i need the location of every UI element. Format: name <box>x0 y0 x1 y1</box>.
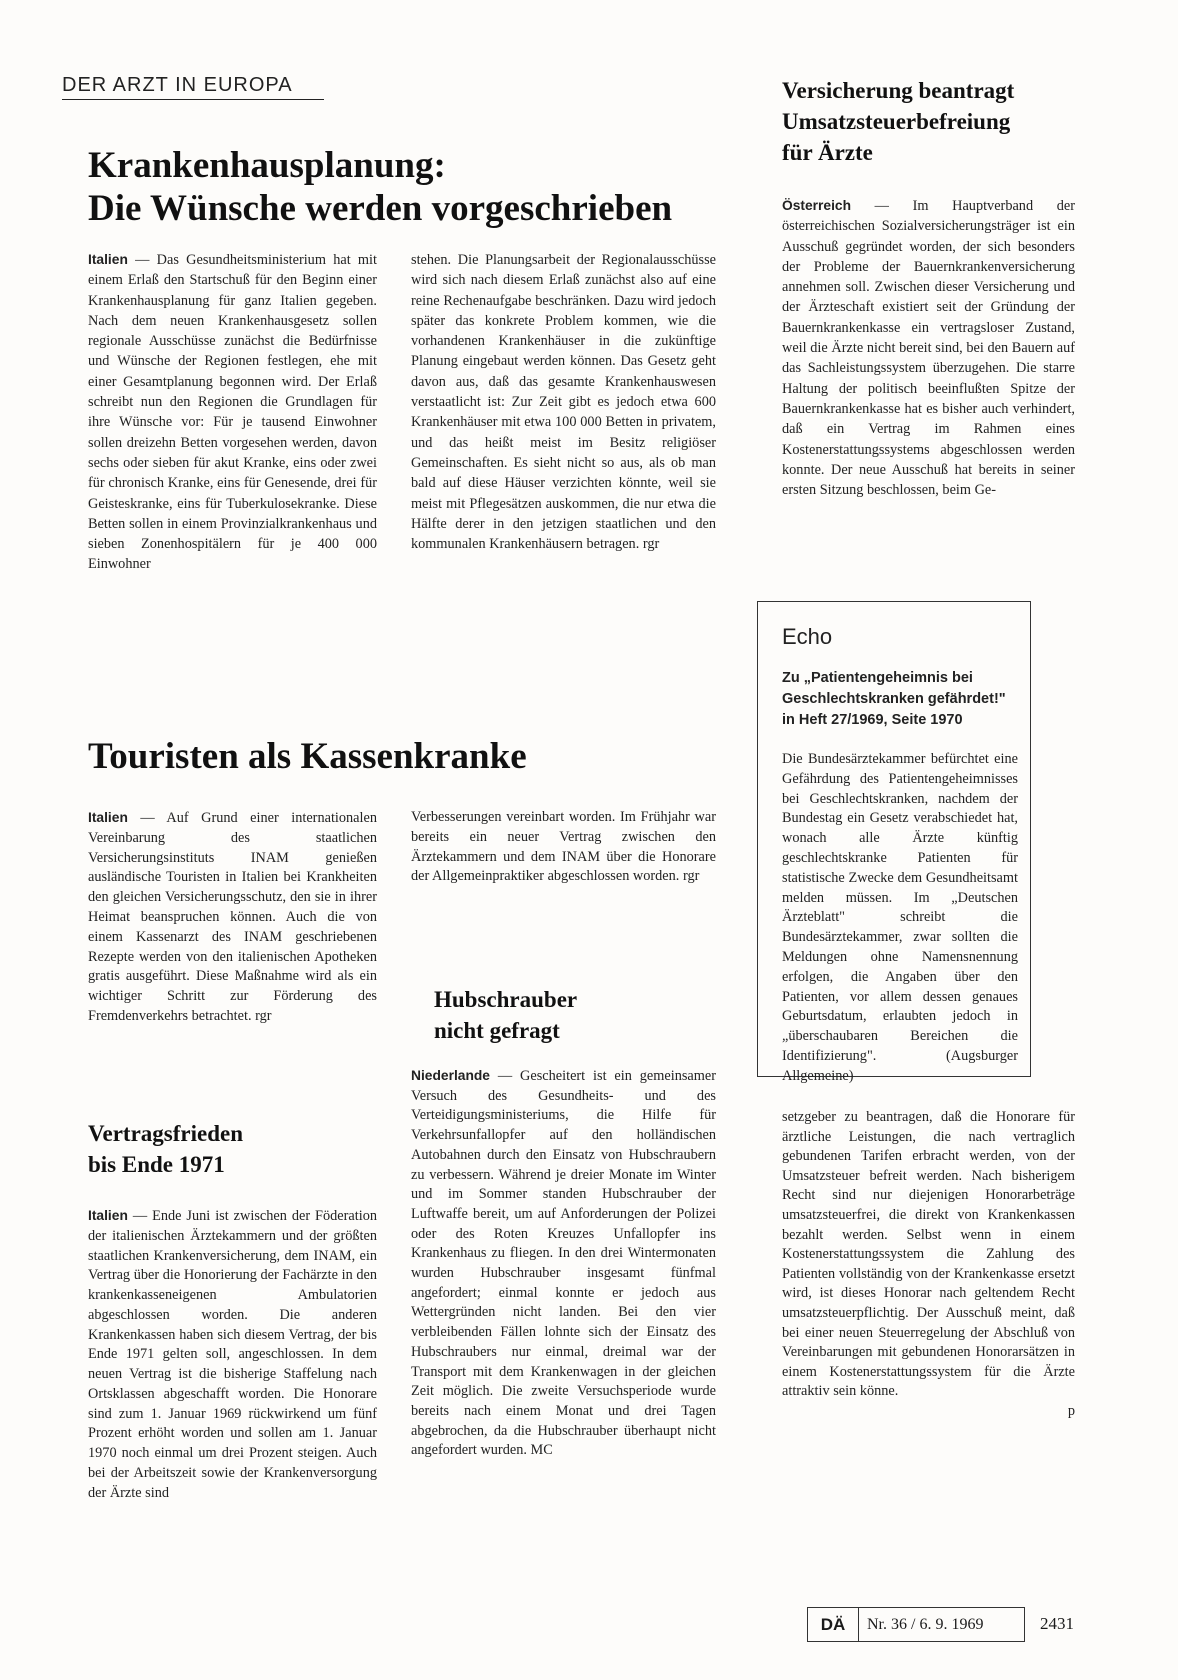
echo-body: Die Bundesärztekammer befürchtet eine Gefährdung des Patientengeheimnisses bei Geschlechtskranken, nachdem der Bundestag ein Gesetz verabschiedet hat, wonach alle Ärzte künftig geschlechtskranke Patienten für statistische Zwecke dem Gesundheitsamt melden müssen. Im „Deutschen Ärzteblatt" schreibt die Bundesärztekammer, zwar sollten die Meldungen ohne Namensnennung erfolgen, die Angaben über den Patienten, vor allem dessen genaues Geburtsdatum, erlaubten jedoch in „überschaubaren Bereichen die Identifizierung". (Augsburger Allgemeine) <box>782 751 1018 1084</box>
article5-title <box>434 984 714 1046</box>
article1-title-line2: Die Wünsche werden vorgeschrieben <box>88 188 673 229</box>
section-label: DER ARZT IN EUROPA <box>62 74 324 100</box>
article1-col1-text: — Das Gesundheitsministerium hat mit einem Erlaß den Startschuß für den Beginn einer Krankenhausplanung für ganz Italien gegeben. Nach dem neuen Krankenhausgesetz sollen regionale Ausschüsse zunächst die Bedürfnisse und Wünsche der Regionen festlegen, ehe mit einer Gesamtplanung begonnen wird. Der Erlaß schreibt nun den Regionen die Grundlagen für ihre Wünsche vor: Für je tausend Einwohner sollen dreizehn Betten vorgesehen werden, davon sechs oder sieben für akut Kranke, eins oder zwei für chronisch Kranke, eins für Genesende, drei für Geisteskranke, eins für Tuberkulosekranke. Diese Betten sollen in einem Provinzialkrankenhaus und sieben Zonenhospitälern für je 400 000 Einwohner <box>88 252 377 573</box>
article2-lead: Österreich <box>782 198 852 213</box>
article4-signature: rgr <box>682 868 700 885</box>
article2-signature: p <box>1067 1402 1075 1419</box>
article2-title <box>782 75 1082 168</box>
article3-title: Touristen als Kassenkranke <box>88 736 527 777</box>
article1-title-line1: Krankenhausplanung: <box>88 145 446 186</box>
article2-column-bottom <box>782 1108 1075 1422</box>
article2-col-top-text: — Im Hauptverband der österreichischen Sozialversicherungsträger ist ein Ausschuß gegründet worden, der sich besonders der Probleme der Bauernkrankenversicherung annehmen soll. Zwischen dieser Versicherung und der Ärzteschaft existiert seit der Gründung der Bauernkrankenkasse ein vertragsloser Zustand, weil die Ärzte nicht bereit sind, bei den Bauern auf das Sachleistungssystem überzugehen. Die starre Haltung der politisch beeinflußten Spitze der Bauernkrankenkasse hat es bisher auch verhindert, daß ein Vertrag im Rahmen eines Kostenerstattungssystems abgeschlossen werden konnte. Der neue Ausschuß hat bereits in seiner ersten Sitzung beschlossen, beim Ge- <box>782 198 1075 499</box>
footer-issue-box <box>807 1607 1025 1642</box>
article4-col1-text: — Ende Juni ist zwischen der Föderation der italienischen Ärztekammern und der größten staatlichen Krankenversicherung, dem INAM, ein Vertrag über die Honorierung der Fachärzte in den krankenkasseneigenen Ambulatorien abgeschlossen worden. Die anderen Krankenkassen haben sich diesem Vertrag, der bis Ende 1971 gelten soll, angeschlossen. In dem neuen Vertrag ist die bisherige Staffelung nach Ortsklassen abgeschafft worden. Die Honorare sind zum 1. Januar 1969 rückwirkend um fünf Prozent erhöht worden und sollen am 1. Januar 1970 noch einmal um drei Prozent steigen. Auch bei der Arbeitszeit sowie der Krankenversorgung der Ärzte sind <box>88 1208 377 1501</box>
article5-col1-text: — Gescheitert ist ein gemeinsamer Versuch des Gesundheits- und des Verteidigungsministeriums, die Hilfe für Verkehrsunfallopfer auf den holländischen Autobahnen durch den Einsatz von Hubschraubern zu verbessern. Während je dreier Monate im Winter und im Sommer standen Hubschrauber der Luftwaffe bereit, um auf Anforderungen der Polizei oder des Roten Kreuzes Unfallopfer ins Krankenhaus zu fliegen. In den drei Wintermonaten wurden Hubschrauber insgesamt fünfmal angefordert; einmal konnte er jedoch aus Wettergründen nicht landen. Bei den vier verbleibenden Fällen lohnte sich der Einsatz des Hubschraubers nur einmal, dreimal war der Transport mit dem Krankenwagen in der gleichen Zeit möglich. Die zweite Versuchsperiode wurde bereits nach einem Monat und drei Tagen abgebrochen, da die Hubschrauber überhaupt nicht angefordert wurden. <box>411 1068 716 1459</box>
article5-lead: Niederlande <box>411 1068 490 1083</box>
echo-box <box>757 601 1031 1084</box>
article5-title-line2: nicht gefragt <box>434 1018 560 1043</box>
article5-title-line1: Hubschrauber <box>434 987 578 1012</box>
article4-column-2 <box>411 808 716 887</box>
article1-title <box>88 144 728 230</box>
article4-lead: Italien <box>88 1208 128 1223</box>
article1-lead: Italien <box>88 252 128 267</box>
journal-logo: DÄ <box>808 1608 859 1641</box>
issue-info: Nr. 36 / 6. 9. 1969 <box>867 1615 984 1633</box>
article4-title-line2: bis Ende 1971 <box>88 1152 225 1177</box>
article2-title-line1: Versicherung beantragt <box>782 78 1015 103</box>
article4-title <box>88 1118 368 1180</box>
article4-title-line1: Vertragsfrieden <box>88 1121 243 1146</box>
article1-signature: rgr <box>642 536 660 553</box>
page-number: 2431 <box>1040 1614 1074 1633</box>
article1-column-1 <box>88 250 377 575</box>
article2-title-line2: Umsatzsteuerbefreiung <box>782 109 1011 134</box>
echo-reference: Zu „Patientengeheimnis bei Geschlechtskranken gefährdet!" in Heft 27/1969, Seite 1970 <box>782 670 1006 728</box>
article5-column-1 <box>411 1066 716 1461</box>
article2-column-top <box>782 196 1075 500</box>
article4-column-1 <box>88 1206 377 1503</box>
article5-signature: MC <box>530 1442 553 1459</box>
article3-col1-text: — Auf Grund einer internationalen Vereinbarung des staatlichen Versicherungsinstituts INAM genießen ausländische Touristen in Italien bei Krankheiten den gleichen Versicherungsschutz, den sie in ihrer Heimat beanspruchen können. Auch die von einem Kassenarzt des INAM geschriebenen Rezepte werden von den italienischen Apotheken gratis ausgeführt. Diese Maßnahme wird als ein wichtiger Schritt zur Förderung des Fremdenverkehrs betrachtet. <box>88 810 377 1024</box>
article3-column-1 <box>88 808 377 1027</box>
article2-col-bottom-text: setzgeber zu beantragen, daß die Honorare für ärztliche Leistungen, die nach vertraglich gebundenen Tarifen erbracht werden, von der Umsatzsteuer befreit werden. Nach bisherigem Recht sind nur diejenigen Honorarbeträge umsatzsteuerfrei, die direkt von Krankenkassen bezahlt werden. Selbst wenn in einem Kostenerstattungssystem die Zahlung des Patienten vollständig von der Krankenkasse ersetzt wird, ist dieses Honorar nach geltendem Recht umsatzsteuerpflichtig. Der Ausschuß meint, daß bei einer neuen Steuerregelung der Abschluß von Vereinbarungen mit gebundenen Honorarsätzen in einem Kostenerstattungssystem für die Ärzte attraktiv sein könne. <box>782 1109 1075 1400</box>
article3-signature: rgr <box>255 1007 272 1024</box>
article1-column-2 <box>411 250 716 554</box>
article2-title-line3: für Ärzte <box>782 140 873 165</box>
echo-title: Echo <box>782 624 833 649</box>
article1-col2-text: stehen. Die Planungsarbeit der Regionalausschüsse wird sich nach diesem Erlaß zunächst also auf eine reine Rechenaufgabe beschränken. Dazu wird jedoch später das konkrete Problem kommen, wie die vorhandenen Krankenhäuser in die zukünftige Planung eingebaut werden können. Das Gesetz geht davon aus, daß das gesamte Krankenhauswesen verstaatlicht ist: Zur Zeit gibt es jedoch etwa 600 Krankenhäuser mit etwa 100 000 Betten in privatem, und das heißt meist im Besitz religiöser Gemeinschaften. Es sieht nicht so aus, als ob man bald auf diese Häuser verzichten könnte, weil sie meist mit Pflegesätzen auskommen, die nur etwa die Hälfte derer in den jetzigen staatlichen und den kommunalen Krankenhäusern betragen. <box>411 252 716 553</box>
article4-col2-text: Verbesserungen vereinbart worden. Im Frühjahr war bereits ein neuer Vertrag zwischen den Ärztekammern und dem INAM über die Honorare der Allgemeinpraktiker abgeschlossen worden. <box>411 809 716 885</box>
article3-lead: Italien <box>88 810 128 825</box>
